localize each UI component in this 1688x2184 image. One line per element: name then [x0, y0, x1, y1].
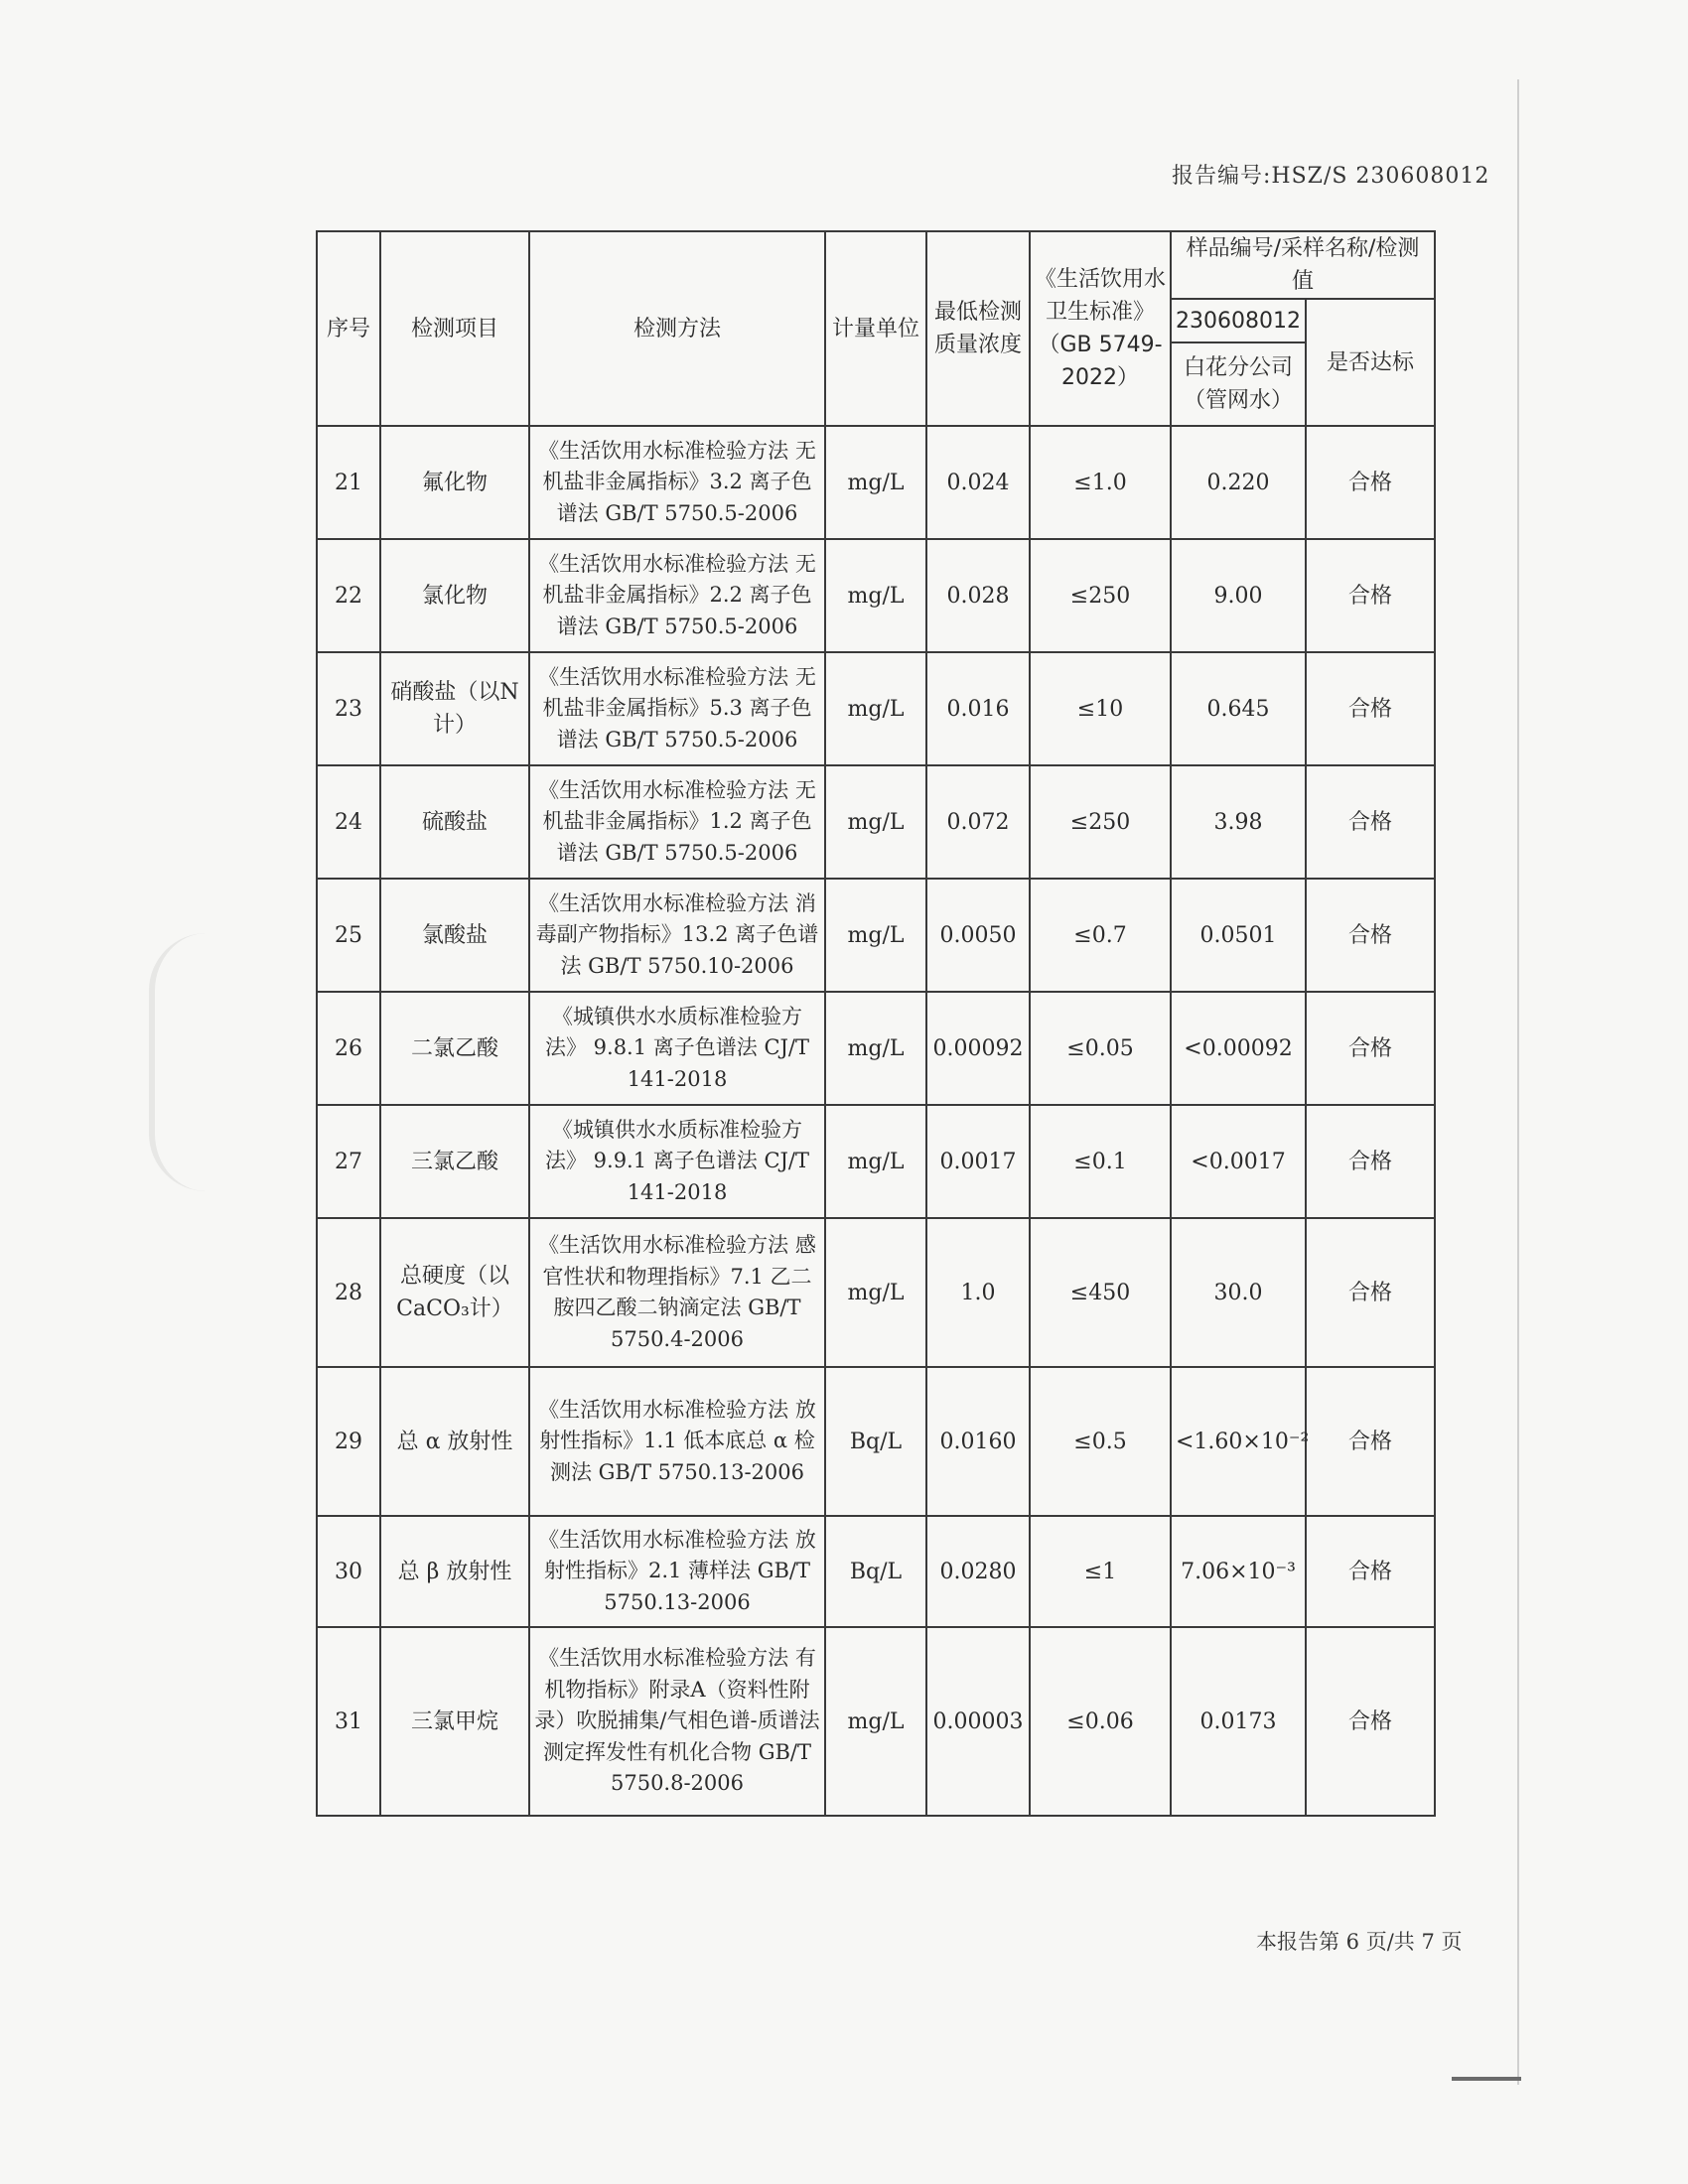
table-row	[317, 1218, 1435, 1367]
row-unit: Bq/L	[825, 1516, 926, 1627]
header-sample-name: 白花分公司（管网水）	[1171, 342, 1306, 426]
row-standard: ≤0.7	[1030, 879, 1171, 992]
row-unit: mg/L	[825, 992, 926, 1105]
table-row	[317, 1627, 1435, 1816]
row-compliance: 合格	[1306, 992, 1435, 1105]
row-item: 总 α 放射性	[380, 1367, 529, 1516]
row-seq: 29	[317, 1367, 380, 1516]
header-min-conc: 最低检测质量浓度	[926, 231, 1030, 426]
row-value: 0.0501	[1171, 879, 1306, 992]
row-item: 总硬度（以CaCO₃计）	[380, 1218, 529, 1367]
table-row	[317, 1105, 1435, 1218]
header-unit: 计量单位	[825, 231, 926, 426]
row-value: 30.0	[1171, 1218, 1306, 1367]
row-seq: 22	[317, 539, 380, 652]
row-standard: ≤450	[1030, 1218, 1171, 1367]
row-item: 氯化物	[380, 539, 529, 652]
row-min-conc: 0.0050	[926, 879, 1030, 992]
table-row	[317, 426, 1435, 539]
row-seq: 27	[317, 1105, 380, 1218]
row-min-conc: 0.0017	[926, 1105, 1030, 1218]
row-value: 7.06×10⁻³	[1171, 1516, 1306, 1627]
row-unit: mg/L	[825, 879, 926, 992]
row-unit: mg/L	[825, 539, 926, 652]
row-compliance: 合格	[1306, 765, 1435, 879]
header-standard: 《生活饮用水卫生标准》（GB 5749-2022）	[1030, 231, 1171, 426]
row-min-conc: 0.028	[926, 539, 1030, 652]
row-compliance: 合格	[1306, 426, 1435, 539]
page-footer: 本报告第 6 页/共 7 页	[1256, 1930, 1463, 1954]
row-method: 《生活饮用水标准检验方法 放射性指标》1.1 低本底总 α 检测法 GB/T 5750.13-2006	[529, 1367, 825, 1516]
row-seq: 26	[317, 992, 380, 1105]
row-seq: 21	[317, 426, 380, 539]
table-row	[317, 992, 1435, 1105]
table-body	[317, 426, 1435, 1816]
test-results-table	[316, 230, 1436, 1817]
row-value: 0.0173	[1171, 1627, 1306, 1816]
row-min-conc: 0.024	[926, 426, 1030, 539]
header-sample-id: 230608012	[1171, 299, 1306, 342]
row-standard: ≤1	[1030, 1516, 1171, 1627]
row-min-conc: 0.0160	[926, 1367, 1030, 1516]
row-standard: ≤0.1	[1030, 1105, 1171, 1218]
row-method: 《生活饮用水标准检验方法 无机盐非金属指标》3.2 离子色谱法 GB/T 5750.5-2006	[529, 426, 825, 539]
row-unit: mg/L	[825, 426, 926, 539]
row-method: 《城镇供水水质标准检验方法》 9.8.1 离子色谱法 CJ/T 141-2018	[529, 992, 825, 1105]
row-value: 9.00	[1171, 539, 1306, 652]
table-row	[317, 1516, 1435, 1627]
row-seq: 23	[317, 652, 380, 765]
report-number: 报告编号:HSZ/S 230608012	[1172, 164, 1490, 189]
row-min-conc: 0.00003	[926, 1627, 1030, 1816]
row-min-conc: 0.0280	[926, 1516, 1030, 1627]
row-method: 《生活饮用水标准检验方法 无机盐非金属指标》2.2 离子色谱法 GB/T 5750.5-2006	[529, 539, 825, 652]
row-standard: ≤250	[1030, 765, 1171, 879]
row-compliance: 合格	[1306, 652, 1435, 765]
row-value: 0.220	[1171, 426, 1306, 539]
row-unit: mg/L	[825, 765, 926, 879]
row-seq: 24	[317, 765, 380, 879]
row-method: 《生活饮用水标准检验方法 消毒副产物指标》13.2 离子色谱法 GB/T 5750.10-2006	[529, 879, 825, 992]
table-row	[317, 1367, 1435, 1516]
row-min-conc: 0.072	[926, 765, 1030, 879]
table-row	[317, 652, 1435, 765]
row-method: 《生活饮用水标准检验方法 感官性状和物理指标》7.1 乙二胺四乙酸二钠滴定法 GB/T 5750.4-2006	[529, 1218, 825, 1367]
header-compliance: 是否达标	[1306, 299, 1435, 426]
row-min-conc: 0.016	[926, 652, 1030, 765]
row-item: 氟化物	[380, 426, 529, 539]
row-standard: ≤0.5	[1030, 1367, 1171, 1516]
scan-mark	[1452, 2077, 1521, 2081]
row-compliance: 合格	[1306, 539, 1435, 652]
row-compliance: 合格	[1306, 1627, 1435, 1816]
header-sample-group: 样品编号/采样名称/检测值	[1171, 231, 1435, 299]
header-seq: 序号	[317, 231, 380, 426]
row-unit: mg/L	[825, 1218, 926, 1367]
row-value: <0.00092	[1171, 992, 1306, 1105]
row-item: 硫酸盐	[380, 765, 529, 879]
row-method: 《城镇供水水质标准检验方法》 9.9.1 离子色谱法 CJ/T 141-2018	[529, 1105, 825, 1218]
row-min-conc: 0.00092	[926, 992, 1030, 1105]
row-item: 氯酸盐	[380, 879, 529, 992]
row-compliance: 合格	[1306, 1516, 1435, 1627]
row-method: 《生活饮用水标准检验方法 有机物指标》附录A（资料性附录）吹脱捕集/气相色谱-质谱法测定挥发性有机化合物 GB/T 5750.8-2006	[529, 1627, 825, 1816]
row-item: 三氯乙酸	[380, 1105, 529, 1218]
row-method: 《生活饮用水标准检验方法 无机盐非金属指标》5.3 离子色谱法 GB/T 5750.5-2006	[529, 652, 825, 765]
row-item: 硝酸盐（以N计）	[380, 652, 529, 765]
row-unit: mg/L	[825, 652, 926, 765]
row-min-conc: 1.0	[926, 1218, 1030, 1367]
row-value: 0.645	[1171, 652, 1306, 765]
row-compliance: 合格	[1306, 1367, 1435, 1516]
row-item: 总 β 放射性	[380, 1516, 529, 1627]
row-seq: 30	[317, 1516, 380, 1627]
row-value: <1.60×10⁻²	[1171, 1367, 1306, 1516]
row-method: 《生活饮用水标准检验方法 无机盐非金属指标》1.2 离子色谱法 GB/T 5750.5-2006	[529, 765, 825, 879]
header-item: 检测项目	[380, 231, 529, 426]
row-method: 《生活饮用水标准检验方法 放射性指标》2.1 薄样法 GB/T 5750.13-2006	[529, 1516, 825, 1627]
faded-stamp	[149, 933, 264, 1191]
row-standard: ≤1.0	[1030, 426, 1171, 539]
row-compliance: 合格	[1306, 1218, 1435, 1367]
row-standard: ≤10	[1030, 652, 1171, 765]
row-compliance: 合格	[1306, 1105, 1435, 1218]
row-item: 二氯乙酸	[380, 992, 529, 1105]
table-row	[317, 539, 1435, 652]
row-item: 三氯甲烷	[380, 1627, 529, 1816]
row-standard: ≤0.06	[1030, 1627, 1171, 1816]
page-edge	[1517, 79, 1519, 2085]
row-compliance: 合格	[1306, 879, 1435, 992]
row-value: <0.0017	[1171, 1105, 1306, 1218]
row-unit: mg/L	[825, 1105, 926, 1218]
row-unit: mg/L	[825, 1627, 926, 1816]
table-row	[317, 765, 1435, 879]
header-method: 检测方法	[529, 231, 825, 426]
table-row	[317, 879, 1435, 992]
row-standard: ≤0.05	[1030, 992, 1171, 1105]
row-value: 3.98	[1171, 765, 1306, 879]
row-seq: 31	[317, 1627, 380, 1816]
row-seq: 25	[317, 879, 380, 992]
row-unit: Bq/L	[825, 1367, 926, 1516]
row-seq: 28	[317, 1218, 380, 1367]
row-standard: ≤250	[1030, 539, 1171, 652]
